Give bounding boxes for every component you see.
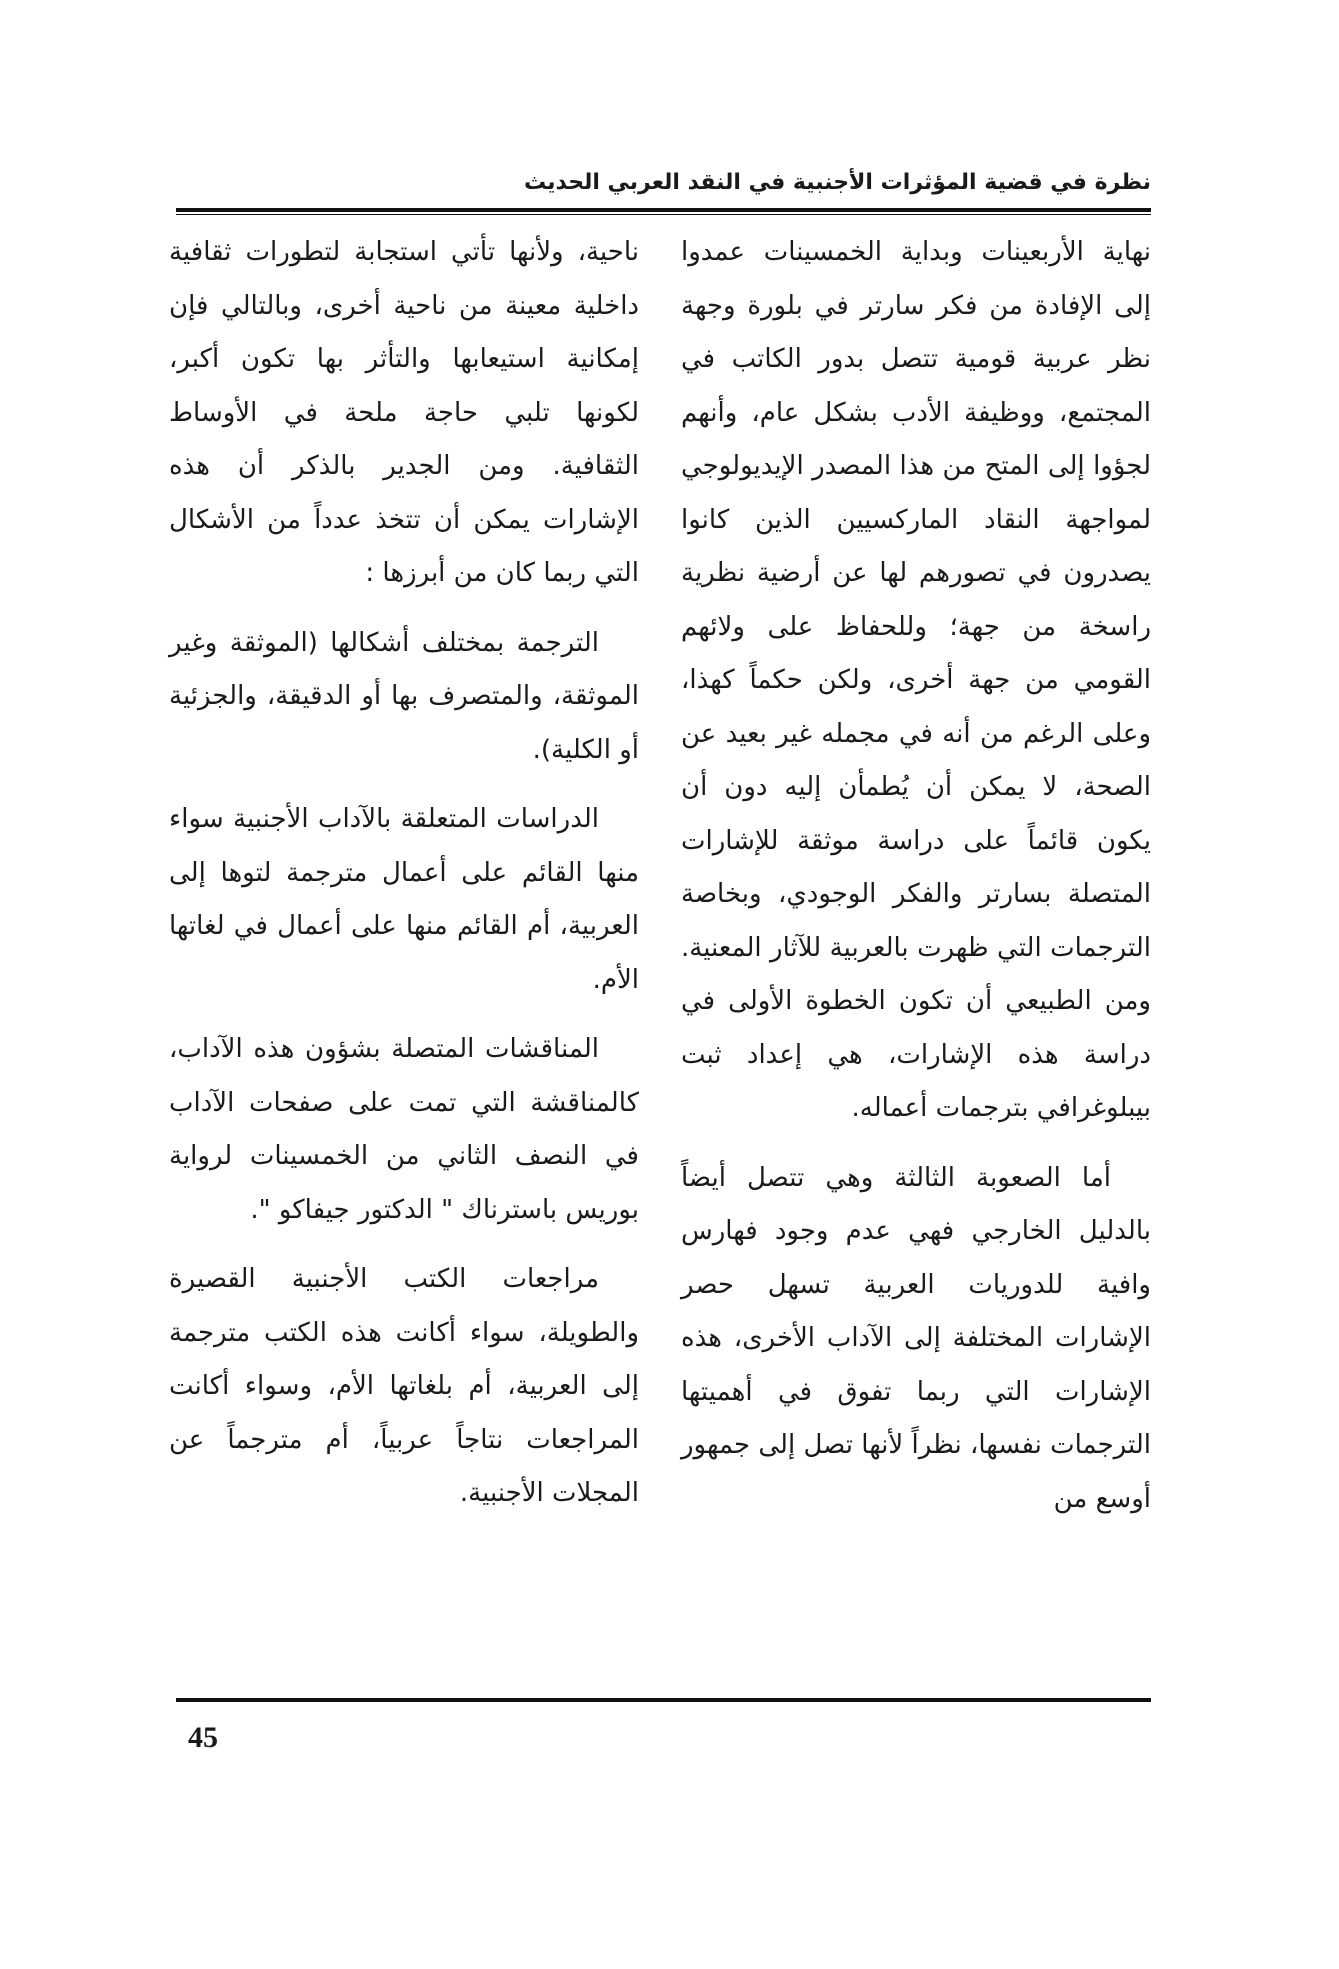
- left-column: [169, 226, 639, 1521]
- header-rule: [176, 208, 1151, 215]
- running-header: نظرة في قضية المؤثرات الأجنبية في النقد العربي الحديث: [523, 170, 1151, 195]
- list-item: مراجعات الكتب الأجنبية القصيرة والطويلة، سواء أكانت هذه الكتب مترجمة إلى العربية، أم بلغاتها الأم، وسواء أكانت المراجعات نتاجاً عربياً، أم مترجماً عن المجلات الأجنبية.: [169, 1264, 639, 1508]
- right-column: [681, 226, 1151, 1526]
- footer-rule: [176, 1698, 1151, 1702]
- paragraph: أما الصعوبة الثالثة وهي تتصل أيضاً بالدليل الخارجي فهي عدم وجود فهارس وافية للدوريات العربية تسهل حصر الإشارات المختلفة إلى الآداب الأخرى، هذه الإشارات التي ربما تفوق في أهميتها الترجمات نفسها، نظراً لأنها تصل إلى جمهور أوسع من: [681, 1162, 1151, 1514]
- list-item: المناقشات المتصلة بشؤون هذه الآداب، كالمناقشة التي تمت على صفحات الآداب في النصف الثاني من الخمسينات لرواية بوريس باسترناك " الدكتور جيفاكو ".: [169, 1034, 639, 1225]
- paragraph: نهاية الأربعينات وبداية الخمسينات عمدوا إلى الإفادة من فكر سارتر في بلورة وجهة نظر عربية قومية تتصل بدور الكاتب في المجتمع، ووظيفة الأدب بشكل عام، وأنهم لجؤوا إلى المتح من هذا المصدر الإيديولوجي لمواجهة النقاد الماركسيين الذين كانوا يصدرون في تصورهم لها عن أرضية نظرية راسخة من جهة؛ وللحفاظ على ولائهم القومي من جهة أخرى، ولكن حكماً كهذا، وعلى الرغم من أنه في مجمله غير بعيد عن الصحة، لا يمكن أن يُطمأن إليه دون أن يكون قائماً على دراسة موثقة للإشارات المتصلة بسارتر والفكر الوجودي، وبخاصة الترجمات التي ظهرت بالعربية للآثار المعنية. ومن الطبيعي أن تكون الخطوة الأولى في دراسة هذه الإشارات، هي إعداد ثبت بيبلوغرافي بترجمات أعماله.: [681, 237, 1151, 1123]
- list-item: الدراسات المتعلقة بالآداب الأجنبية سواء منها القائم على أعمال مترجمة لتوها إلى العربية، أم القائم منها على أعمال في لغاتها الأم.: [169, 804, 639, 995]
- paragraph: ناحية، ولأنها تأتي استجابة لتطورات ثقافية داخلية معينة من ناحية أخرى، وبالتالي فإن إمكانية استيعابها والتأثر بها تكون أكبر، لكونها تلبي حاجة ملحة في الأوساط الثقافية. ومن الجدير بالذكر أن هذه الإشارات يمكن أن تتخذ عدداً من الأشكال التي ربما كان من أبرزها :: [169, 237, 639, 588]
- list-item: الترجمة بمختلف أشكالها (الموثقة وغير الموثقة، والمتصرف بها أو الدقيقة، والجزئية أو الكلية).: [169, 627, 639, 765]
- page-number: 45: [188, 1721, 218, 1754]
